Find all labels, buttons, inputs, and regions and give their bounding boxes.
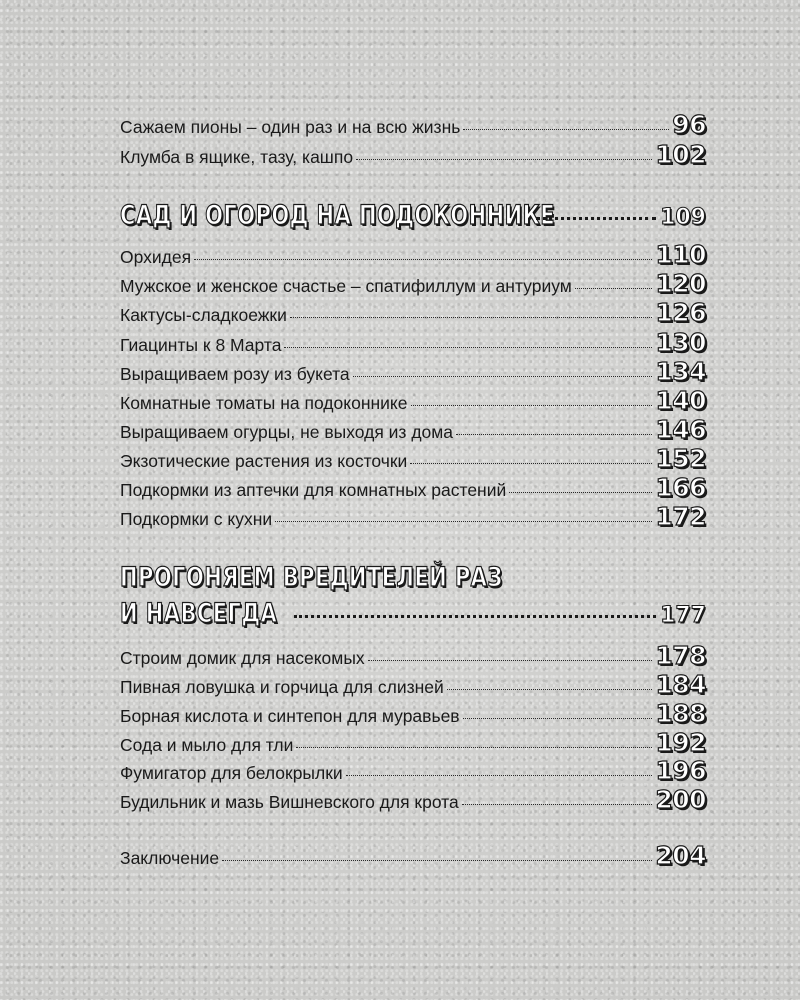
toc-entry-title: Пивная ловушка и горчица для слизней (120, 677, 444, 697)
toc-entry-page: 172 (655, 502, 706, 531)
toc-entry-title: Мужское и женское счастье – спатифиллум и антуриум (120, 276, 572, 296)
toc-entry-title: Орхидея (120, 247, 192, 267)
toc-entry-page: 188 (655, 699, 706, 728)
toc-entry-page: 200 (655, 785, 706, 814)
dot-leader (353, 376, 653, 377)
toc-entry[interactable] (120, 271, 706, 301)
toc-entry-page: 126 (655, 298, 706, 327)
toc-entry[interactable] (120, 672, 706, 702)
toc-entry-title: Борная кислота и синтепон для муравьев (120, 706, 460, 726)
toc-entry-page: 146 (655, 415, 706, 444)
toc-entry[interactable] (120, 701, 706, 731)
toc-entry[interactable] (120, 446, 706, 476)
dot-leader (294, 615, 656, 618)
toc-entry-page: 110 (655, 240, 706, 269)
section-page: 109 (660, 205, 706, 230)
dot-leader (368, 660, 653, 661)
toc-entry-title: Подкормки из аптечки для комнатных растений (120, 480, 507, 500)
toc-entry-title: Строим домик для насекомых (120, 648, 365, 668)
toc-entry-title: Выращиваем огурцы, не выходя из дома (120, 422, 454, 442)
toc-entry-page: 152 (655, 444, 706, 473)
toc-entry-title: Комнатные томаты на подоконнике (120, 393, 408, 413)
toc-entry-page: 184 (655, 670, 706, 699)
dot-leader (346, 775, 653, 776)
toc-entry-title: Сажаем пионы – один раз и на всю жизнь (120, 117, 461, 137)
dot-leader (463, 129, 669, 130)
dot-leader (356, 159, 652, 160)
dot-leader (536, 217, 656, 220)
toc-entry[interactable] (120, 112, 706, 142)
toc-entry-page: 204 (655, 841, 706, 870)
dot-leader (275, 521, 652, 522)
toc-entry-title: Экзотические растения из косточки (120, 451, 408, 471)
dot-leader (456, 434, 652, 435)
toc-entry-page: 134 (655, 357, 706, 386)
toc-entry[interactable] (120, 758, 706, 788)
toc-entry-title: Гиацинты к 8 Марта (120, 335, 282, 355)
toc-entry[interactable] (120, 242, 706, 272)
toc-entry-page: 166 (655, 473, 706, 502)
toc-entry-page: 140 (655, 386, 706, 415)
toc-entry-title: Будильник и мазь Вишневского для крота (120, 792, 459, 812)
dot-leader (462, 804, 653, 805)
toc-entry-title: Клумба в ящике, тазу, кашпо (120, 147, 354, 167)
toc-entry[interactable] (120, 475, 706, 505)
dot-leader (290, 317, 652, 318)
toc-entry-page: 178 (655, 641, 706, 670)
dot-leader (463, 718, 653, 719)
section-title-line2: И НАВСЕГДА (120, 598, 278, 629)
dot-leader (575, 288, 653, 289)
toc-entry-title: Заключение (120, 848, 220, 868)
toc-entry-title: Выращиваем розу из букета (120, 364, 350, 384)
toc-entry-page: 102 (655, 140, 706, 169)
section-title-line1: ПРОГОНЯЕМ ВРЕДИТЕЛЕЙ РАЗ (120, 562, 503, 593)
toc-entry-title: Подкормки с кухни (120, 509, 273, 529)
toc-entry[interactable] (120, 388, 706, 418)
toc-entry-conclusion[interactable] (120, 843, 706, 873)
toc-entry[interactable] (120, 504, 706, 534)
dot-leader (194, 259, 652, 260)
toc-entry[interactable] (120, 142, 706, 172)
dot-leader (284, 347, 652, 348)
toc-entry[interactable] (120, 417, 706, 447)
dot-leader (509, 492, 652, 493)
toc-entry-title: Сода и мыло для тли (120, 735, 294, 755)
dot-leader (447, 689, 653, 690)
dot-leader (296, 747, 652, 748)
section-page: 177 (660, 603, 706, 628)
toc-entry[interactable] (120, 787, 706, 817)
toc-entry[interactable] (120, 330, 706, 360)
section-heading-pests[interactable] (120, 562, 706, 634)
toc-entry-page: 192 (655, 728, 706, 757)
dot-leader (410, 463, 652, 464)
toc-entry-page: 196 (655, 756, 706, 785)
toc-entry-page: 120 (655, 269, 706, 298)
section-title: САД И ОГОРОД НА ПОДОКОННИКЕ (120, 200, 556, 231)
toc-entry-title: Кактусы-сладкоежки (120, 305, 287, 325)
section-heading-windowsill[interactable] (120, 200, 706, 236)
toc-entry[interactable] (120, 359, 706, 389)
dot-leader (411, 405, 653, 406)
toc-entry-page: 130 (655, 328, 706, 357)
toc-entry-page: 96 (672, 110, 706, 139)
toc-entry[interactable] (120, 300, 706, 330)
toc-entry[interactable] (120, 730, 706, 760)
toc-entry[interactable] (120, 643, 706, 673)
toc-entry-title: Фумигатор для белокрылки (120, 763, 343, 783)
dot-leader (222, 860, 652, 861)
